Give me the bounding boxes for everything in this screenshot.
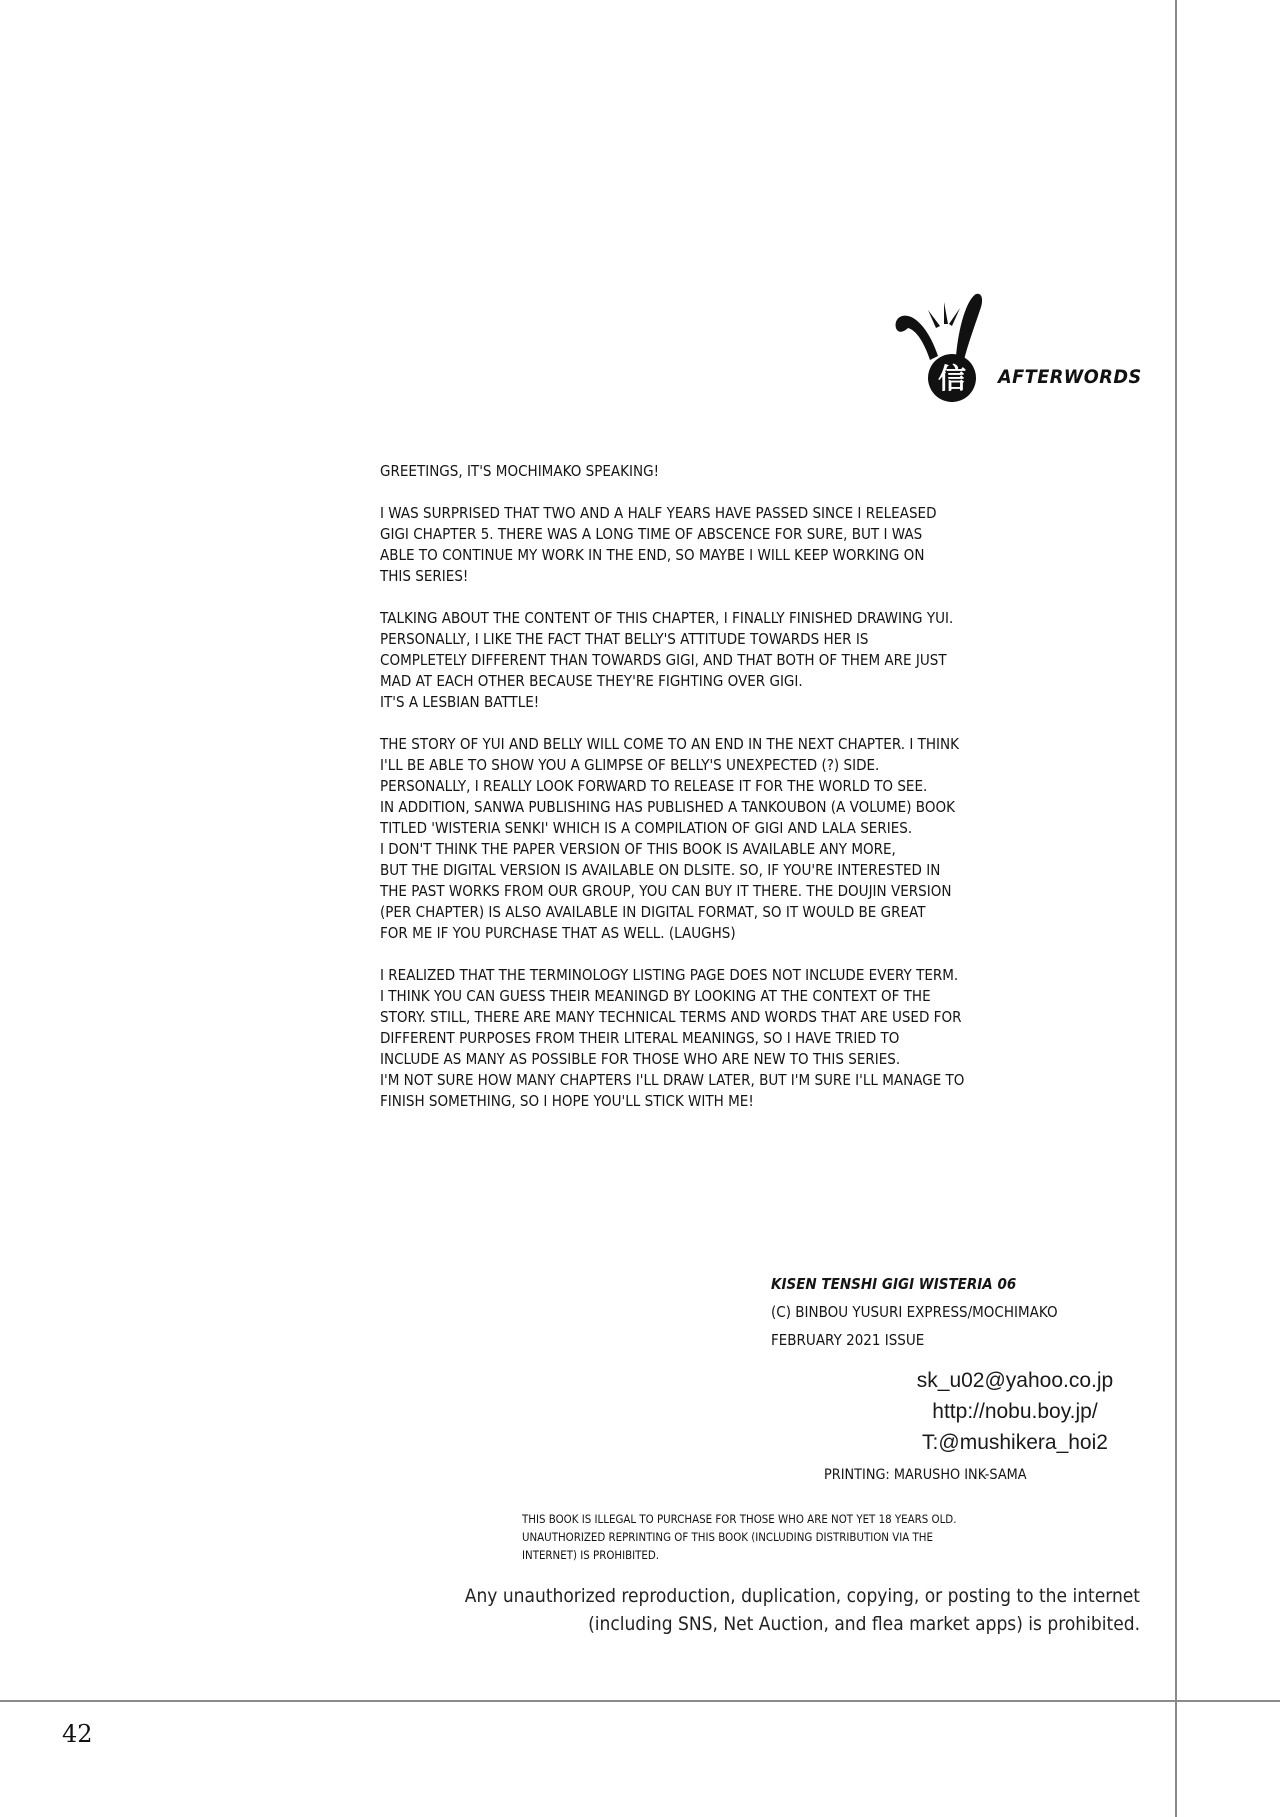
logo-kanji: 信 (937, 362, 967, 395)
afterword-paragraph: I REALIZED THAT THE TERMINOLOGY LISTING PAGE DOES NOT INCLUDE EVERY TERM. I THINK YOU CAN GUESS THEIR MEANINGD BY LOOKING AT THE CONTEXT OF THE STORY. STILL, THERE ARE MANY TECHNICAL TERMS AND WORDS THAT ARE USED FOR DIFFERENT PURPOSES FROM THEIR LITERAL MEANINGS, SO I HAVE TRIED TO INCLUDE AS MANY AS POSSIBLE FOR THOSE WHO ARE NEW TO THIS SERIES. I'M NOT SURE HOW MANY CHAPTERS I'LL DRAW LATER, BUT I'M SURE I'LL MANAGE TO FINISH SOMETHING, SO I HOPE YOU'LL STICK WITH ME! (380, 966, 965, 1110)
surprise-lines-icon (928, 302, 960, 328)
small-print-line: UNAUTHORIZED REPRINTING OF THIS BOOK (INCLUDING DISTRIBUTION VIA THE (522, 1530, 933, 1544)
rabbit-logo-icon (890, 290, 990, 405)
book-title: KISEN TENSHI GIGI WISTERIA 06 (771, 1275, 1017, 1293)
email-link[interactable]: sk_u02@yahoo.co.jp (916, 1369, 1114, 1392)
afterword-paragraph: I WAS SURPRISED THAT TWO AND A HALF YEARS HAVE PASSED SINCE I RELEASED GIGI CHAPTER 5. THERE WAS A LONG TIME OF ABSCENCE FOR SURE, BUT I WAS ABLE TO CONTINUE MY WORK IN THE END, SO MAYBE I WILL KEEP WORKING ON THIS SERIES! (380, 504, 937, 585)
contact-info (900, 1365, 1130, 1458)
twitter-handle[interactable]: T:@mushikera_hoi2 (922, 1431, 1108, 1454)
age-restriction-notice (522, 1510, 1170, 1564)
rabbit-right-ear (956, 294, 982, 360)
copyright-notice (420, 1582, 1140, 1638)
small-print-line: INTERNET) IS PROHIBITED. (522, 1548, 660, 1562)
afterwords-heading: AFTERWORDS (998, 366, 1142, 388)
page-border-vertical (1175, 0, 1177, 1817)
page-number: 42 (62, 1720, 93, 1748)
afterword-paragraph: GREETINGS, IT'S MOCHIMAKO SPEAKING! (380, 462, 660, 480)
notice-line: (including SNS, Net Auction, and flea market apps) is prohibited. (588, 1613, 1140, 1635)
page-border-horizontal (0, 1700, 1280, 1702)
colophon (771, 1270, 1058, 1354)
notice-line: Any unauthorized reproduction, duplication, copying, or posting to the internet (464, 1585, 1140, 1607)
afterword-body (380, 461, 1092, 1133)
small-print-line: THIS BOOK IS ILLEGAL TO PURCHASE FOR THOSE WHO ARE NOT YET 18 YEARS OLD. (522, 1512, 957, 1526)
rabbit-left-ear (896, 316, 938, 360)
afterword-paragraph: THE STORY OF YUI AND BELLY WILL COME TO AN END IN THE NEXT CHAPTER. I THINK I'LL BE ABLE TO SHOW YOU A GLIMPSE OF BELLY'S UNEXPECTED (?) SIDE. PERSONALLY, I REALLY LOOK FORWARD TO RELEASE IT FOR THE WORLD TO SEE. IN ADDITION, SANWA PUBLISHING HAS PUBLISHED A TANKOUBON (A VOLUME) BOOK TITLED 'WISTERIA SENKI' WHICH IS A COMPILATION OF GIGI AND LALA SERIES. I DON'T THINK THE PAPER VERSION OF THIS BOOK IS AVAILABLE ANY MORE, BUT THE DIGITAL VERSION IS AVAILABLE ON DLSITE. SO, IF YOU'RE INTERESTED IN THE PAST WORKS FROM OUR GROUP, YOU CAN BUY IT THERE. THE DOUJIN VERSION (PER CHAPTER) IS ALSO AVAILABLE IN DIGITAL FORMAT, SO IT WOULD BE GREAT FOR ME IF YOU PURCHASE THAT AS WELL. (LAUGHS) (380, 735, 959, 942)
afterword-paragraph: TALKING ABOUT THE CONTENT OF THIS CHAPTER, I FINALLY FINISHED DRAWING YUI. PERSONALLY, I LIKE THE FACT THAT BELLY'S ATTITUDE TOWARDS HER IS COMPLETELY DIFFERENT THAN TOWARDS GIGI, AND THAT BOTH OF THEM ARE JUST MAD AT EACH OTHER BECAUSE THEY'RE FIGHTING OVER GIGI. IT'S A LESBIAN BATTLE! (380, 609, 954, 711)
website-link[interactable]: http://nobu.boy.jp/ (932, 1400, 1098, 1423)
printing-credit: PRINTING: MARUSHO INK-SAMA (824, 1467, 1027, 1483)
issue-date: FEBRUARY 2021 ISSUE (771, 1331, 925, 1349)
copyright-line: (C) BINBOU YUSURI EXPRESS/MOCHIMAKO (771, 1303, 1058, 1321)
